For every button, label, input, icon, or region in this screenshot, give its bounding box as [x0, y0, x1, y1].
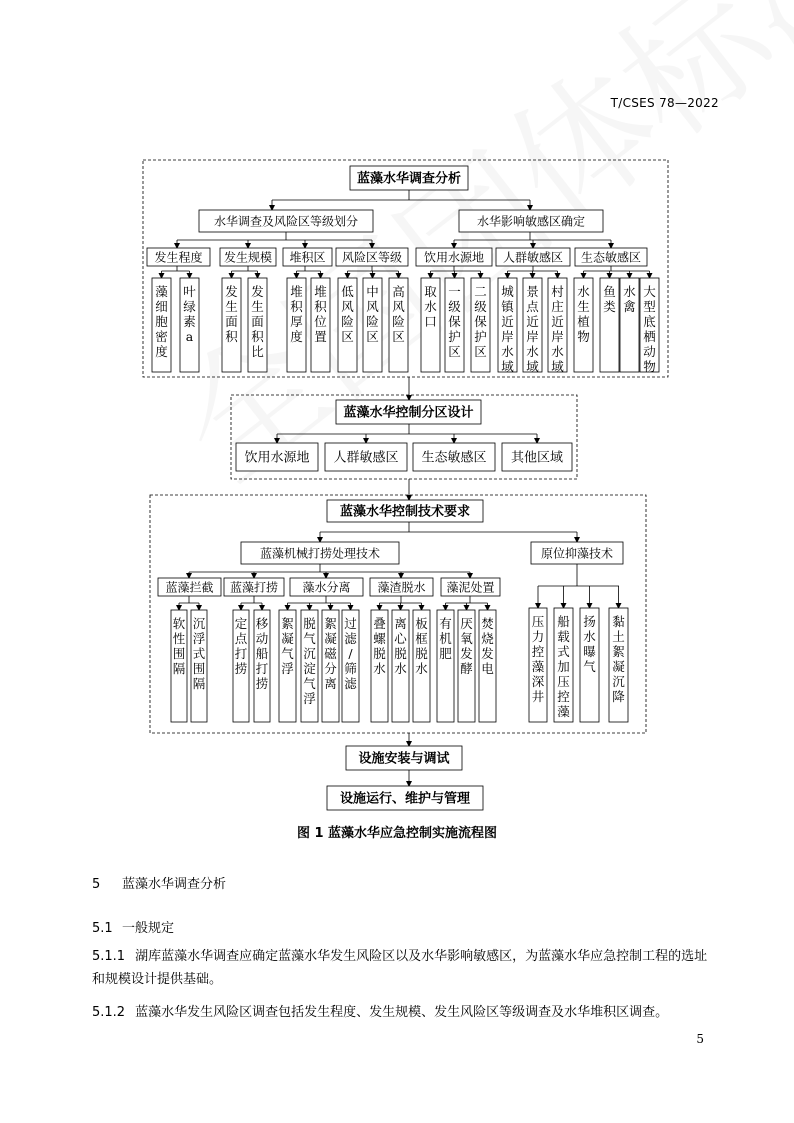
box-technique-5 — [279, 610, 296, 722]
box-indicator-15-char: 域 — [551, 359, 564, 374]
box-zone-3-label: 生态敏感区 — [421, 450, 487, 466]
box-indicator-11 — [445, 278, 464, 372]
box-indicator-9-char: 险 — [392, 314, 405, 329]
box-technique-9-char: 叠 — [373, 616, 386, 631]
box-group-2 — [220, 248, 276, 266]
box-technique-13-char: 发 — [460, 646, 473, 661]
box-technique-15-char: 深 — [531, 674, 545, 689]
box-group-4-label: 风险区等级 — [341, 250, 403, 265]
box-technique-3-char: 定 — [234, 616, 248, 631]
box-technique-1-char: 围 — [172, 646, 186, 661]
box-indicator-3-char: 生 — [225, 299, 238, 314]
box-technique-7-char: 分 — [324, 661, 337, 676]
box-indicator-8-char: 风 — [366, 299, 379, 314]
box-technique-11-char: 框 — [415, 631, 428, 646]
box-technique-4 — [254, 610, 270, 722]
box-group-5-label: 饮用水源地 — [423, 250, 485, 265]
box-process-2-label: 蓝藻打捞 — [229, 580, 279, 595]
box-technique-1-char: 隔 — [172, 661, 186, 676]
box-indicator-8 — [363, 278, 382, 372]
box-technique-11-char: 脱 — [415, 646, 428, 661]
box-technique-18-char: 沉 — [612, 674, 625, 689]
box-indicator-4-char: 生 — [251, 299, 264, 314]
box-indicator-4-char: 积 — [251, 329, 264, 344]
box-indicator-2-char: 绿 — [183, 299, 196, 314]
clause-number: 5.1.1 — [92, 949, 126, 964]
box-sensitive-area — [459, 210, 603, 232]
box-technique-6-char: 脱 — [303, 616, 316, 631]
box-technique-17-char: 水 — [583, 629, 596, 644]
box-indicator-4 — [248, 278, 267, 372]
box-technique-16-char: 压 — [557, 674, 570, 689]
box-technique-2 — [191, 610, 207, 722]
box-technique-18-char: 土 — [612, 629, 625, 644]
box-technique-7-char: 凝 — [324, 631, 337, 646]
box-indicator-14-char: 点 — [526, 299, 539, 314]
box-indicator-14-char: 景 — [526, 284, 539, 299]
box-technique-7-char: 絮 — [324, 616, 337, 631]
box-indicator-2 — [180, 278, 199, 372]
box-indicator-6 — [311, 278, 330, 372]
box-zone-3 — [413, 443, 495, 471]
box-mechanical-harvest — [241, 542, 399, 564]
box-indicator-3-char: 面 — [225, 314, 238, 329]
box-technique-15-char: 压 — [531, 614, 545, 629]
box-indicator-5-char: 积 — [290, 299, 303, 314]
box-technique-15-char: 藻 — [531, 659, 545, 674]
box-technique-17-char: 扬 — [583, 614, 596, 629]
box-technique-9 — [371, 610, 388, 722]
box-indicator-9-char: 区 — [392, 329, 405, 344]
box-technique-5-char: 气 — [281, 646, 294, 661]
box-technique-14-char: 烧 — [481, 631, 494, 646]
box-technique-16-char: 载 — [557, 629, 570, 644]
box-mechanical-harvest-label: 蓝藻机械打捞处理技术 — [259, 546, 381, 561]
box-risk-grading-label: 水华调查及风险区等级划分 — [213, 214, 359, 229]
box-technique-7-char: 磁 — [324, 646, 337, 661]
box-technique-15-char: 力 — [531, 629, 545, 644]
box-indicator-16 — [574, 278, 593, 372]
box-technique-4-char: 移 — [255, 616, 269, 631]
box-technique-2-char: 围 — [192, 661, 206, 676]
box-indicator-18-char: 禽 — [623, 299, 636, 314]
box-technique-8-char: 过 — [344, 616, 357, 631]
box-indicator-18 — [620, 278, 639, 372]
box-technique-13-char: 氧 — [460, 631, 473, 646]
box-group-6-label: 人群敏感区 — [502, 250, 564, 265]
box-technique-6-char: 淀 — [303, 661, 316, 676]
box-technique-13-char: 厌 — [460, 616, 473, 631]
box-indicator-17-char: 类 — [603, 299, 616, 314]
box-indicator-1-char: 藻 — [155, 284, 168, 299]
box-indicator-3-char: 积 — [225, 329, 238, 344]
box-indicator-19-char: 底 — [643, 314, 656, 329]
box-indicator-11-char: 区 — [448, 344, 461, 359]
box-technique-18-char: 凝 — [612, 659, 625, 674]
document-id: T/CSES 78—2022 — [610, 96, 719, 110]
box-indicator-13 — [498, 278, 517, 374]
box-indicator-10-char: 取 — [424, 284, 437, 299]
box-operate-label: 设施运行、维护与管理 — [339, 791, 471, 807]
box-technique-1-char: 软 — [172, 616, 186, 631]
box-technique-10-char: 水 — [394, 661, 407, 676]
box-technique-5-char: 絮 — [281, 616, 294, 631]
box-technique-14 — [479, 610, 496, 722]
box-indicator-7-char: 低 — [341, 284, 354, 299]
box-indicator-3-char: 发 — [225, 284, 238, 299]
box-technique-11-char: 板 — [415, 616, 428, 631]
box-risk-grading — [199, 210, 373, 232]
box-zone-design — [336, 400, 481, 424]
box-zone-4 — [502, 443, 572, 471]
box-indicator-19-char: 型 — [643, 299, 656, 314]
box-technique-5-char: 凝 — [281, 631, 294, 646]
box-technique-14-char: 发 — [481, 646, 494, 661]
clause-number: 5.1.2 — [92, 1005, 126, 1020]
box-indicator-1-char: 度 — [155, 344, 168, 359]
box-technique-10-char: 离 — [394, 616, 407, 631]
box-indicator-7-char: 区 — [341, 329, 354, 344]
box-indicator-12-char: 区 — [474, 344, 487, 359]
clause-text: 蓝藻水华发生风险区调查包括发生程度、发生规模、发生风险区等级调查及水华堆积区调查。 — [135, 1005, 669, 1020]
box-group-4 — [336, 248, 408, 266]
box-technique-9-char: 螺 — [373, 631, 386, 646]
box-indicator-13-char: 域 — [501, 359, 514, 374]
box-zone-1 — [236, 443, 318, 471]
box-indicator-9-char: 高 — [392, 284, 405, 299]
box-indicator-1-char: 细 — [155, 299, 168, 314]
box-technique-14-char: 焚 — [481, 616, 494, 631]
subsection-number: 5.1 — [92, 921, 113, 936]
box-indicator-4-char: 比 — [251, 344, 264, 359]
box-process-3-label: 藻水分离 — [302, 580, 351, 595]
box-indicator-15-char: 庄 — [551, 299, 564, 314]
box-technique-3-char: 点 — [234, 631, 248, 646]
box-group-7 — [575, 248, 647, 266]
box-indicator-15-char: 岸 — [551, 329, 564, 344]
box-zone-2-label: 人群敏感区 — [333, 450, 399, 466]
box-technique-3-char: 捞 — [234, 661, 248, 676]
box-indicator-12-char: 护 — [474, 329, 487, 344]
box-in-situ — [531, 542, 623, 564]
box-group-1 — [147, 248, 210, 266]
box-indicator-7-char: 险 — [341, 314, 354, 329]
box-indicator-4-char: 面 — [251, 314, 264, 329]
box-indicator-17 — [600, 278, 619, 372]
box-group-6 — [496, 248, 570, 266]
box-indicator-13-char: 城 — [501, 284, 514, 299]
box-technique-14-char: 电 — [481, 661, 494, 676]
box-indicator-14-char: 域 — [526, 359, 539, 374]
box-technique-6-char: 浮 — [303, 691, 316, 706]
box-install — [346, 746, 462, 770]
box-indicator-11-char: 一 — [448, 284, 461, 299]
box-zone-2 — [325, 443, 407, 471]
box-technique-2-char: 沉 — [192, 616, 206, 631]
box-technique-12-char: 肥 — [439, 646, 452, 661]
box-technique-4-char: 船 — [255, 646, 269, 661]
box-technique-18 — [609, 608, 628, 722]
box-indicator-9-char: 风 — [392, 299, 405, 314]
box-indicator-2-char: 叶 — [183, 284, 196, 299]
box-technique-2-char: 隔 — [192, 676, 206, 691]
box-indicator-8-char: 中 — [366, 284, 379, 299]
box-group-2-label: 发生规模 — [223, 250, 273, 265]
box-indicator-2-char: 素 — [183, 314, 196, 329]
box-indicator-15 — [548, 278, 567, 374]
box-tech-requirements-label: 蓝藻水华控制技术要求 — [339, 504, 471, 520]
box-technique-12-char: 有 — [439, 616, 452, 631]
box-technique-18-char: 降 — [612, 689, 625, 704]
box-process-5 — [441, 578, 500, 596]
box-technique-6 — [301, 610, 318, 722]
subsection-title: 一般规定 — [122, 921, 175, 936]
box-indicator-12-char: 二 — [474, 284, 487, 299]
box-group-3-label: 堆积区 — [289, 250, 326, 265]
box-technique-17-char: 曝 — [583, 644, 596, 659]
box-indicator-14-char: 近 — [526, 314, 539, 329]
box-indicator-15-char: 村 — [551, 284, 564, 299]
box-indicator-4-char: 发 — [251, 284, 264, 299]
box-process-1-label: 蓝藻拦截 — [165, 580, 214, 595]
box-process-4-label: 藻渣脱水 — [377, 580, 426, 595]
box-technique-16-char: 船 — [557, 614, 570, 629]
box-technique-4-char: 打 — [255, 661, 269, 676]
box-technique-10-char: 心 — [394, 631, 407, 646]
box-technique-1-char: 性 — [172, 631, 186, 646]
box-indicator-3 — [222, 278, 241, 372]
box-indicator-8-char: 险 — [366, 314, 379, 329]
box-indicator-19-char: 物 — [643, 359, 656, 374]
box-process-5-label: 藻泥处置 — [446, 580, 495, 595]
box-technique-7 — [322, 610, 339, 722]
clause-text: 湖库蓝藻水华调查应确定蓝藻水华发生风险区以及水华影响敏感区，为蓝藻水华应急控制工程的选址和规模设计提供基础。 — [92, 949, 708, 987]
box-indicator-14-char: 水 — [526, 344, 539, 359]
box-indicator-10 — [421, 278, 440, 372]
box-technique-13 — [458, 610, 475, 722]
box-technique-17-char: 气 — [583, 659, 596, 674]
box-indicator-11-char: 级 — [448, 299, 461, 314]
box-process-2 — [224, 578, 284, 596]
box-indicator-13-char: 水 — [501, 344, 514, 359]
box-technique-16 — [554, 608, 573, 722]
box-group-1-label: 发生程度 — [154, 250, 203, 265]
box-technique-12-char: 机 — [439, 631, 452, 646]
box-group-7-label: 生态敏感区 — [580, 250, 642, 265]
box-process-4 — [370, 578, 433, 596]
box-technique-18-char: 黏 — [612, 614, 625, 629]
box-technique-18-char: 絮 — [612, 644, 625, 659]
box-indicator-16-char: 生 — [577, 299, 590, 314]
box-technique-8-char: 筛 — [344, 661, 357, 676]
box-indicator-15-char: 水 — [551, 344, 564, 359]
box-indicator-19 — [640, 278, 659, 374]
box-indicator-17-char: 鱼 — [603, 284, 616, 299]
box-indicator-7-char: 风 — [341, 299, 354, 314]
box-group-3 — [283, 248, 332, 266]
box-indicator-19-char: 大 — [643, 284, 656, 299]
box-survey-analysis-label: 蓝藻水华调查分析 — [356, 171, 462, 187]
box-sensitive-area-label: 水华影响敏感区确定 — [476, 214, 586, 229]
box-technique-9-char: 脱 — [373, 646, 386, 661]
box-technique-10-char: 脱 — [394, 646, 407, 661]
box-indicator-14-char: 岸 — [526, 329, 539, 344]
box-indicator-16-char: 物 — [577, 329, 590, 344]
box-technique-2-char: 式 — [192, 646, 206, 661]
box-tech-requirements — [327, 500, 483, 522]
box-zone-1-label: 饮用水源地 — [244, 450, 310, 466]
box-indicator-16-char: 植 — [577, 314, 590, 329]
box-technique-15-char: 井 — [531, 689, 545, 704]
box-indicator-14 — [523, 278, 542, 374]
box-indicator-6-char: 堆 — [314, 284, 327, 299]
box-indicator-6-char: 位 — [314, 314, 327, 329]
box-indicator-6-char: 积 — [314, 299, 327, 314]
box-indicator-13-char: 近 — [501, 314, 514, 329]
box-indicator-5 — [287, 278, 306, 372]
box-technique-3 — [233, 610, 249, 722]
box-technique-10 — [392, 610, 409, 722]
section-number: 5 — [92, 877, 101, 892]
clause-5-1-1 — [92, 945, 714, 991]
box-technique-17 — [580, 608, 599, 722]
box-indicator-10-char: 口 — [424, 314, 437, 329]
box-indicator-2-char: a — [185, 329, 194, 344]
box-technique-16-char: 控 — [557, 689, 570, 704]
box-technique-6-char: 沉 — [303, 646, 316, 661]
box-indicator-1-char: 密 — [155, 329, 168, 344]
box-indicator-11-char: 护 — [448, 329, 461, 344]
box-indicator-9 — [389, 278, 408, 372]
box-indicator-1-char: 胞 — [155, 314, 168, 329]
box-technique-9-char: 水 — [373, 661, 386, 676]
box-technique-8 — [342, 610, 359, 722]
box-indicator-12-char: 保 — [474, 314, 487, 329]
box-zone-4-label: 其他区域 — [510, 450, 564, 466]
box-technique-16-char: 式 — [557, 644, 570, 659]
box-indicator-12 — [471, 278, 490, 372]
box-indicator-7 — [338, 278, 357, 372]
box-technique-5-char: 浮 — [281, 661, 294, 676]
box-zone-design-label: 蓝藻水华控制分区设计 — [343, 405, 474, 421]
box-indicator-1 — [152, 278, 171, 372]
box-indicator-6-char: 置 — [314, 329, 327, 344]
box-technique-1 — [171, 610, 187, 722]
box-indicator-12-char: 级 — [474, 299, 487, 314]
box-indicator-5-char: 厚 — [290, 314, 303, 329]
clause-5-1-2 — [92, 1001, 714, 1024]
box-technique-16-char: 加 — [557, 659, 570, 674]
box-technique-16-char: 藻 — [557, 704, 570, 719]
box-technique-4-char: 动 — [255, 631, 269, 646]
box-indicator-13-char: 岸 — [501, 329, 514, 344]
box-survey-analysis — [350, 166, 468, 190]
box-indicator-19-char: 栖 — [643, 329, 656, 344]
box-indicator-11-char: 保 — [448, 314, 461, 329]
box-technique-11 — [413, 610, 430, 722]
box-process-3 — [290, 578, 363, 596]
box-operate — [327, 786, 483, 810]
box-install-label: 设施安装与调试 — [358, 751, 450, 767]
page-number: 5 — [696, 1032, 704, 1046]
box-group-5 — [416, 248, 492, 266]
box-indicator-13-char: 镇 — [501, 299, 514, 314]
box-indicator-5-char: 堆 — [290, 284, 303, 299]
box-indicator-10-char: 水 — [424, 299, 437, 314]
box-technique-11-char: 水 — [415, 661, 428, 676]
box-indicator-8-char: 区 — [366, 329, 379, 344]
box-technique-7-char: 离 — [324, 676, 337, 691]
box-technique-8-char: 滤 — [344, 676, 357, 691]
box-technique-15 — [529, 608, 547, 722]
subsection-heading — [92, 917, 174, 936]
box-in-situ-label: 原位抑藻技术 — [540, 546, 614, 561]
box-indicator-5-char: 度 — [290, 329, 303, 344]
box-technique-2-char: 浮 — [192, 631, 206, 646]
box-indicator-19-char: 动 — [643, 344, 656, 359]
box-indicator-16-char: 水 — [577, 284, 590, 299]
figure-caption: 图 1 蓝藻水华应急控制实施流程图 — [296, 826, 498, 841]
section-heading — [92, 873, 226, 892]
box-indicator-15-char: 近 — [551, 314, 564, 329]
box-technique-8-char: 滤 — [344, 631, 357, 646]
box-technique-12 — [437, 610, 454, 722]
box-process-1 — [158, 578, 221, 596]
box-technique-6-char: 气 — [303, 676, 316, 691]
box-technique-4-char: 捞 — [255, 676, 269, 691]
box-technique-6-char: 气 — [303, 631, 316, 646]
box-technique-15-char: 控 — [531, 644, 545, 659]
box-technique-8-char: / — [348, 646, 353, 661]
section-title: 蓝藻水华调查分析 — [122, 877, 227, 892]
box-technique-13-char: 酵 — [460, 661, 473, 676]
box-indicator-18-char: 水 — [623, 284, 636, 299]
box-technique-3-char: 打 — [234, 646, 248, 661]
